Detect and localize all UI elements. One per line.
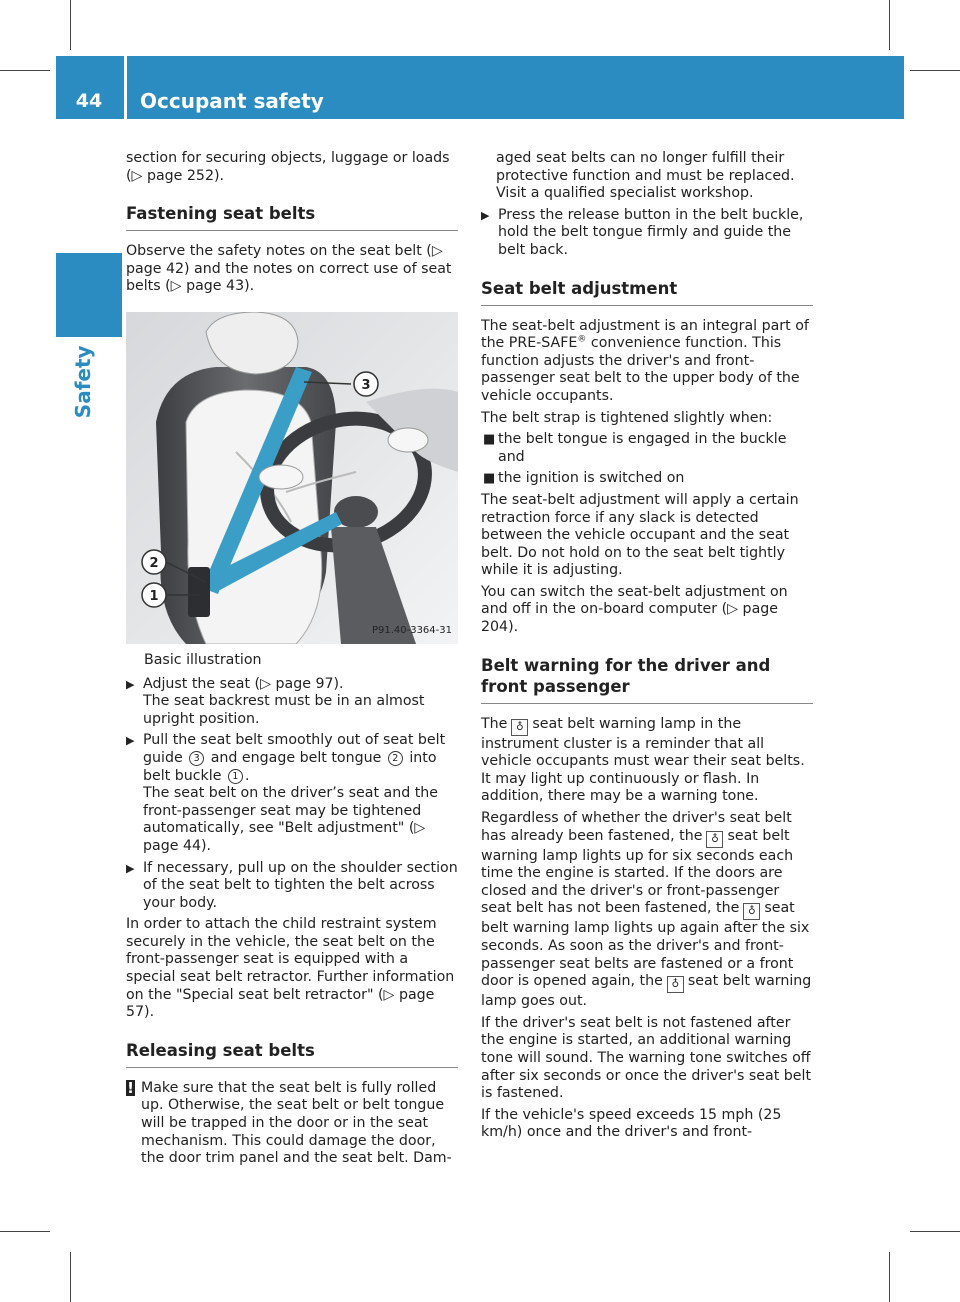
warning-paragraph-3: If the driver's seat belt is not fastened after the engine is started, an additional warning tone will sound. The warning tone switches off after six seconds or once the driver's seat belt is fastened. bbox=[481, 1014, 812, 1102]
crop-mark bbox=[889, 0, 890, 50]
callout-2-label: 2 bbox=[149, 555, 159, 571]
fastening-paragraph: Observe the safety notes on the seat belt (▷ page 42) and the notes on correct use of seat belts (▷ page 43). bbox=[126, 243, 452, 295]
damage-warning bbox=[126, 1080, 458, 1168]
callout-3-label: 3 bbox=[361, 377, 371, 393]
list-item: ■ the belt tongue is engaged in the buckle and bbox=[483, 431, 787, 465]
seat-belt-warning-icon: ♁ bbox=[667, 976, 684, 993]
step-arrow-icon: ▶ bbox=[481, 208, 490, 222]
list-item: ■ the ignition is switched on bbox=[483, 470, 685, 487]
step-pull-belt bbox=[126, 732, 458, 855]
step-text: Adjust the seat (▷ page 97). bbox=[143, 675, 344, 692]
crop-mark bbox=[889, 1252, 890, 1302]
section-label: Safety bbox=[71, 345, 96, 419]
warning-paragraph-4: If the vehicle's speed exceeds 15 mph (25 km/h) once and the driver's and front- bbox=[481, 1106, 782, 1141]
seat-belt-illustration bbox=[126, 312, 458, 644]
step-text: If necessary, pull up on the shoulder section of the seat belt to tighten the belt across your body. bbox=[143, 859, 458, 911]
crop-mark bbox=[910, 1231, 960, 1232]
adjustment-paragraph-3: The seat-belt adjustment will apply a certain retraction force if any slack is detected between the vehicle occupant and the seat belt. Do not hold on to the seat belt tightly while it is adjusting. bbox=[481, 491, 799, 579]
step-arrow-icon: ▶ bbox=[126, 677, 135, 691]
page-title: Occupant safety bbox=[140, 89, 324, 113]
crop-mark bbox=[70, 1252, 71, 1302]
seat-belt-warning-icon: ♁ bbox=[743, 903, 760, 920]
seat-belt-warning-icon: ♁ bbox=[706, 831, 723, 848]
callout-1 bbox=[142, 583, 166, 607]
adjustment-paragraph-4: You can switch the seat-belt adjustment on and off in the on-board computer (▷ page 204). bbox=[481, 583, 788, 636]
seat-belt-warning-icon: ♁ bbox=[511, 719, 528, 736]
heading-adjustment: Seat belt adjustment bbox=[481, 278, 813, 306]
bullet-icon: ■ bbox=[483, 432, 496, 448]
crop-mark bbox=[910, 70, 960, 71]
step-arrow-icon: ▶ bbox=[126, 734, 135, 748]
callout-1-ref: 1 bbox=[228, 769, 243, 784]
step-note: The seat backrest must be in an almost upright position. bbox=[143, 693, 425, 727]
right-column bbox=[481, 150, 813, 1146]
adjustment-paragraph-1: The seat-belt adjustment is an integral part of the PRE-SAFE® convenience function. This function adjusts the driver's and front-passenger seat belt to the upper body of the vehicle occupants. bbox=[481, 317, 809, 404]
heading-fastening: Fastening seat belts bbox=[126, 203, 458, 231]
step-arrow-icon: ▶ bbox=[126, 861, 135, 875]
intro-paragraph: section for securing objects, luggage or loads (▷ page 252). bbox=[126, 150, 450, 184]
warning-text: Make sure that the seat belt is fully rolled up. Otherwise, the seat belt or belt tongue will be trapped in the door or in the seat mechanism. This could damage the door, the door trim panel and the seat belt. Dam- bbox=[141, 1079, 452, 1167]
callout-2 bbox=[142, 550, 166, 574]
step-text: Press the release button in the belt buckle, hold the belt tongue firmly and guide the belt back. bbox=[498, 206, 804, 258]
child-restraint-paragraph: In order to attach the child restraint system securely in the vehicle, the seat belt on the front-passenger seat is equipped with a special seat belt retractor. Further information on the "Special seat belt retractor" (▷ page 57). bbox=[126, 916, 455, 1021]
warning-continued: aged seat belts can no longer fulfill their protective function and must be replaced. Visit a qualified specialist workshop. bbox=[496, 150, 795, 202]
crop-mark bbox=[0, 1231, 50, 1232]
callout-2-ref: 2 bbox=[388, 751, 403, 766]
callout-1-label: 1 bbox=[149, 588, 159, 604]
crop-mark bbox=[70, 0, 71, 50]
figure-reference: P91.40-3364-31 bbox=[371, 625, 452, 637]
step-note: The seat belt on the driver’s seat and the front-passenger seat may be tightened automatically, see "Belt adjustment" (▷ page 44). bbox=[143, 785, 439, 854]
callout-3-ref: 3 bbox=[189, 751, 204, 766]
heading-belt-warning: Belt warning for the driver and front passenger bbox=[481, 655, 813, 704]
crop-mark bbox=[0, 70, 50, 71]
bullet-icon: ■ bbox=[483, 471, 496, 487]
callout-3 bbox=[354, 372, 378, 396]
adjustment-paragraph-2: The belt strap is tightened slightly when: bbox=[481, 409, 773, 426]
figure-caption: Basic illustration bbox=[144, 651, 262, 668]
heading-releasing: Releasing seat belts bbox=[126, 1040, 458, 1068]
step-release bbox=[481, 207, 813, 260]
warning-paragraph-1: The ♁ seat belt warning lamp in the instrument cluster is a reminder that all vehicle occupants must wear their seat belts. It may light up continuously or flash. In addition, there may be a warning tone. bbox=[481, 715, 805, 805]
illustration-drawing bbox=[126, 312, 458, 644]
header-divider bbox=[124, 56, 127, 119]
step-adjust-seat bbox=[126, 676, 458, 729]
warning-icon: ! bbox=[127, 1078, 134, 1097]
warning-paragraph-2: Regardless of whether the driver's seat belt has already been fastened, the ♁ seat belt warning lamp lights up for six seconds each time the engine is started. If the doors are closed and the driver's or front-passenger seat belt has not been fastened, the ♁ seat belt warning lamp lights up again after the six seconds. As soon as the driver's and front-passenger seat belts are fastened or a front door is opened again, the ♁ seat belt warning lamp goes out. bbox=[481, 810, 812, 1010]
step-text: Pull the seat belt smoothly out of seat belt guide 3 and engage belt tongue 2 into belt buckle 1 . bbox=[143, 732, 446, 784]
section-tab bbox=[56, 253, 122, 337]
step-shoulder bbox=[126, 860, 458, 913]
left-column bbox=[126, 150, 458, 1168]
page-number: 44 bbox=[75, 90, 103, 112]
